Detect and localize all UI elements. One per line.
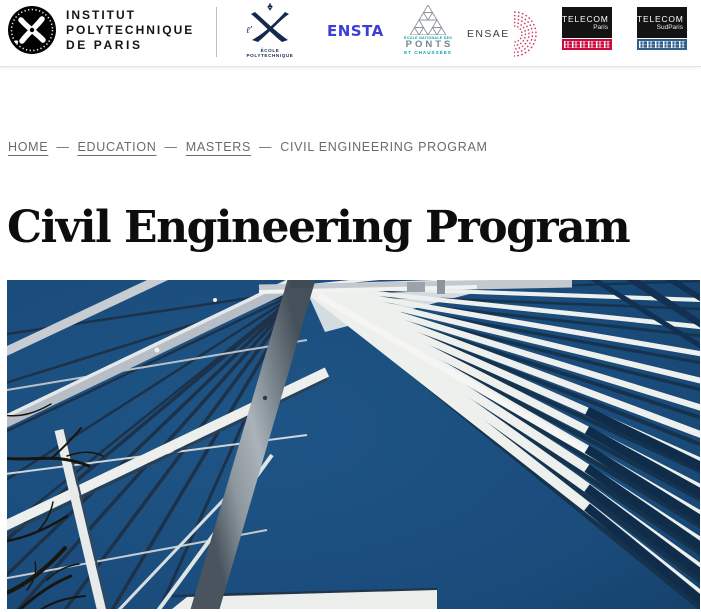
telecom-paris-band-icon — [562, 39, 612, 50]
ponts-wordmark: PONTS — [405, 39, 454, 50]
ensae-wordmark: ENSAE — [467, 28, 510, 40]
logo-ensae[interactable] — [467, 11, 544, 57]
logo-ensta[interactable] — [327, 22, 384, 40]
brand-line-3: DE PARIS — [66, 37, 143, 52]
ponts-caption-2: ET CHAUSSÉES — [404, 50, 452, 55]
site-header — [0, 0, 701, 67]
ipparis-wordmark — [66, 8, 194, 53]
ponts-triangle-icon — [410, 5, 446, 35]
breadcrumb-separator: — — [259, 140, 273, 154]
breadcrumb-education[interactable]: EDUCATION — [77, 140, 157, 154]
telecom-paris-box — [562, 7, 612, 38]
main-content — [0, 140, 701, 609]
polytechnique-script-prefix: ℓ’ — [246, 26, 253, 36]
breadcrumb-masters[interactable]: MASTERS — [185, 140, 252, 154]
ipparis-circle-icon — [8, 6, 56, 54]
logo-telecom-paris[interactable] — [562, 7, 612, 50]
brand-line-2: POLYTECHNIQUE — [66, 22, 195, 37]
ensta-wordmark: ENSTA — [327, 22, 384, 40]
breadcrumb-separator: — — [56, 140, 70, 154]
ensae-arcs-icon — [512, 11, 544, 57]
telecom-paris-line1: TELECOM — [562, 14, 609, 24]
hero-image — [7, 280, 700, 609]
logo-telecom-sudparis[interactable] — [637, 7, 687, 50]
header-divider — [216, 7, 217, 57]
telecom-sudparis-line1: TELECOM — [637, 14, 684, 24]
breadcrumb-separator: — — [164, 140, 178, 154]
breadcrumb-current-page: CIVIL ENGINEERING PROGRAM — [280, 140, 488, 154]
telecom-sudparis-box — [637, 7, 687, 38]
telecom-sudparis-line2: SudParis — [656, 24, 683, 31]
telecom-sudparis-band-icon — [637, 39, 687, 50]
breadcrumb-home[interactable]: HOME — [8, 140, 49, 154]
ipparis-home-logo[interactable] — [8, 6, 194, 54]
polytechnique-caption-2: POLYTECHNIQUE — [246, 53, 294, 58]
breadcrumb — [8, 140, 701, 154]
canopy-photo-illustration — [7, 280, 700, 609]
logo-ponts-et-chaussees[interactable] — [402, 5, 454, 55]
polytechnique-x-icon — [243, 3, 297, 43]
ponts-caption-1: ÉCOLE NATIONALE DES — [403, 36, 453, 40]
polytechnique-caption-1: ÉCOLE — [260, 48, 280, 53]
page-title: Civil Engineering Program — [7, 202, 630, 253]
telecom-paris-line2: Paris — [593, 24, 608, 31]
brand-line-1: INSTITUT — [66, 7, 136, 22]
logo-ecole-polytechnique[interactable] — [243, 3, 297, 58]
